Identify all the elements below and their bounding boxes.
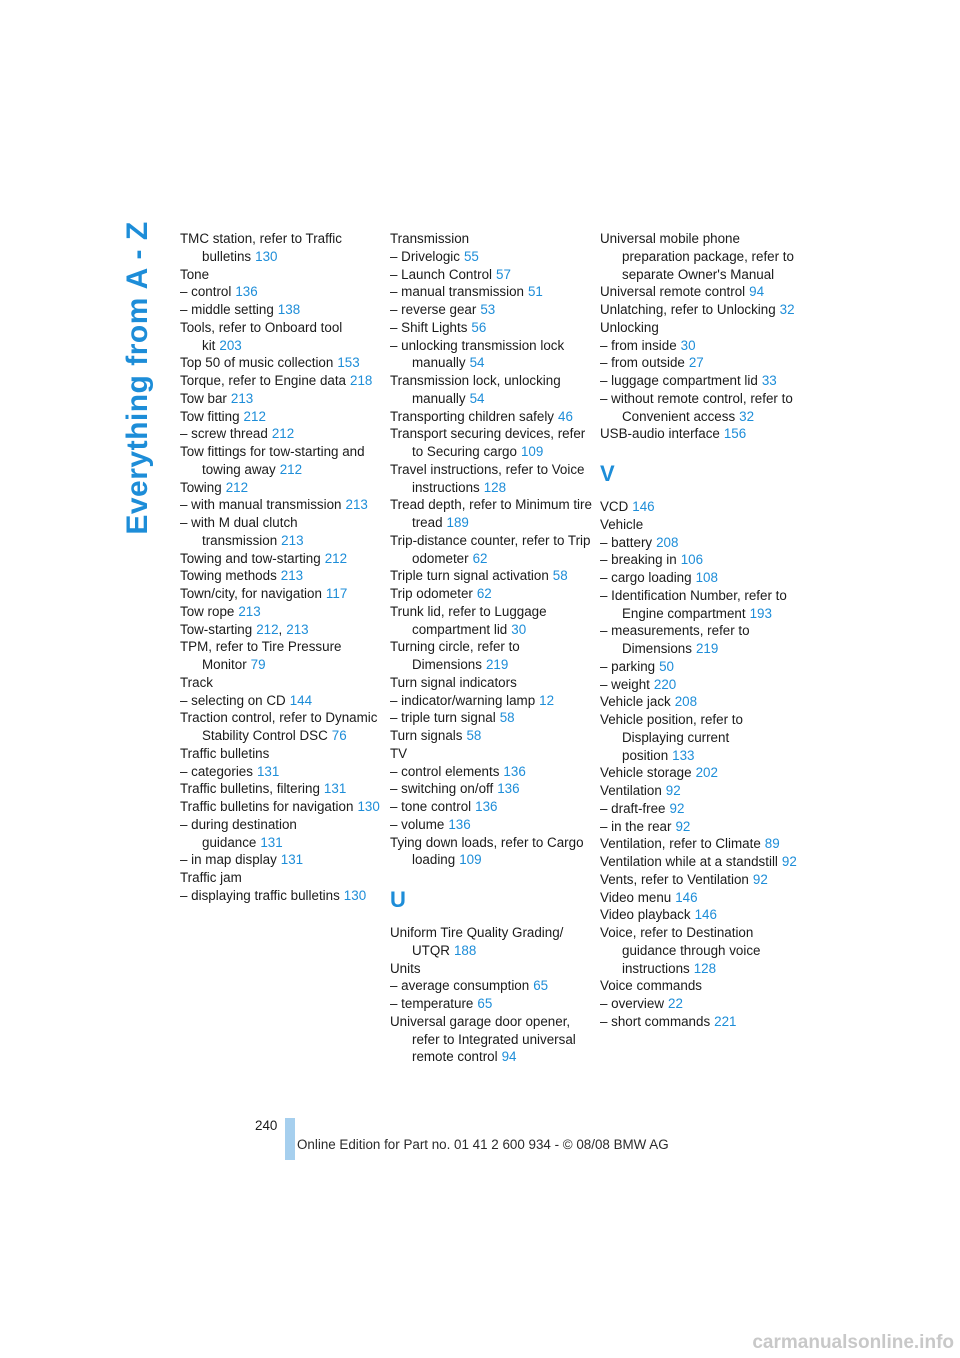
index-term: Transmission	[390, 231, 470, 246]
page-reference-link[interactable]: 92	[752, 871, 768, 887]
index-term: Ventilation while at a standstill	[600, 854, 778, 869]
index-term: – with manual transmission	[180, 497, 342, 513]
page-reference-link[interactable]: 92	[669, 800, 685, 816]
index-term: Top 50 of music collection	[180, 355, 334, 371]
index-term: Tools, refer to Onboard tool kit	[180, 319, 343, 353]
page-reference-link[interactable]: 131	[323, 781, 347, 797]
page-reference-link[interactable]: 213	[280, 568, 304, 584]
index-term: – indicator/warning lamp	[390, 692, 536, 708]
index-entry	[390, 798, 595, 816]
page-reference-link[interactable]: 56	[471, 319, 487, 335]
index-entry	[180, 301, 380, 319]
page-reference-link[interactable]: 188	[453, 942, 477, 958]
index-term: Trip odometer	[390, 586, 473, 601]
page-reference-link[interactable]: 136	[497, 781, 520, 797]
index-entry	[180, 319, 380, 355]
index-term: Video playback	[600, 907, 691, 923]
index-entry	[180, 408, 380, 426]
index-term: Tying down loads, refer to Cargo loading	[390, 834, 584, 868]
page-reference-link[interactable]: 213	[238, 603, 261, 619]
index-entry	[390, 230, 595, 248]
index-term: Traction control, refer to Dynamic Stability Control DSC	[180, 710, 378, 743]
index-term: – overview	[600, 996, 665, 1011]
index-entry	[180, 514, 380, 550]
page-reference-link[interactable]: 76	[331, 728, 347, 743]
index-term: Track	[180, 674, 213, 690]
page-reference-link[interactable]: 109	[459, 852, 482, 868]
index-entry	[600, 906, 800, 924]
page-reference-link[interactable]: 27	[688, 355, 704, 371]
index-entry	[180, 443, 380, 479]
index-entry	[180, 869, 380, 887]
index-term: Uniform Tire Quality Grading/ UTQR	[390, 925, 564, 958]
index-term: – Drivelogic	[390, 248, 460, 264]
index-entry	[600, 658, 800, 676]
index-entry	[600, 534, 800, 552]
page-reference-link[interactable]: 62	[476, 586, 492, 601]
page-reference-link[interactable]: 213	[230, 390, 254, 406]
index-entry	[180, 692, 380, 710]
index-term: – triple turn signal	[390, 710, 496, 726]
index-term: TPM, refer to Tire Pressure Monitor	[180, 639, 342, 672]
index-term: Ventilation	[600, 783, 662, 798]
watermark: carmanualsonline.info	[752, 1332, 954, 1353]
index-entry	[600, 283, 800, 301]
index-entry	[600, 711, 800, 764]
index-entry	[390, 461, 595, 497]
index-entry	[390, 709, 595, 727]
page-reference-link[interactable]: 133	[672, 747, 695, 763]
index-entry	[180, 283, 380, 301]
index-entry	[600, 230, 800, 283]
index-term: Travel instructions, refer to Voice instructions	[390, 461, 585, 495]
index-term: Traffic bulletins for navigation	[180, 799, 354, 814]
page-reference-link[interactable]: 89	[764, 836, 780, 852]
index-term: Vehicle jack	[600, 694, 671, 710]
index-column-1	[180, 230, 380, 905]
index-entry	[600, 924, 800, 977]
page-reference-link[interactable]: 62	[472, 550, 488, 566]
index-entry	[180, 674, 380, 692]
index-entry	[600, 977, 800, 995]
page-reference-link[interactable]: 130	[343, 887, 367, 903]
index-entry	[390, 425, 595, 461]
index-entry	[390, 248, 595, 266]
page-reference-link[interactable]: 22	[668, 996, 683, 1011]
page-reference-link[interactable]: 54	[469, 390, 485, 406]
page-reference-link[interactable]: 193	[749, 605, 772, 621]
page-reference-link[interactable]: 106	[680, 552, 704, 568]
index-term: Tread depth, refer to Minimum tire tread	[390, 497, 592, 530]
index-entry	[390, 763, 595, 781]
index-entry	[390, 977, 595, 995]
index-entry	[390, 585, 595, 603]
page-reference-link[interactable]: 65	[477, 996, 493, 1011]
index-entry	[600, 853, 800, 871]
page-reference-link[interactable]: 213	[286, 621, 309, 637]
page-reference-link[interactable]: 136	[503, 763, 526, 779]
index-entry	[390, 1013, 595, 1066]
page-reference-link[interactable]: 212	[324, 550, 348, 566]
index-term: Voice, refer to Destination guidance through voice instructions	[600, 925, 761, 976]
index-term: – from outside	[600, 355, 685, 371]
index-term: Traffic bulletins	[180, 745, 270, 761]
index-term: – categories	[180, 763, 253, 779]
index-column-2	[390, 230, 595, 1066]
page-reference-link[interactable]: 219	[485, 657, 509, 672]
page-reference-link[interactable]: 109	[520, 444, 544, 459]
page-number: 240	[255, 1118, 278, 1133]
page-reference-link[interactable]: 136	[235, 284, 258, 300]
page-reference-link[interactable]: 219	[695, 641, 719, 656]
index-term: Units	[390, 960, 421, 976]
index-term: Trunk lid, refer to Luggage compartment lid	[390, 603, 547, 637]
index-entry	[180, 425, 380, 443]
index-entry	[180, 851, 380, 869]
index-term: Voice commands	[600, 978, 702, 994]
index-entry	[390, 283, 595, 301]
index-term: Town/city, for navigation	[180, 586, 322, 601]
index-term: Transporting children safely	[390, 408, 554, 424]
section-letter: V	[600, 461, 615, 486]
index-entry	[600, 301, 800, 319]
index-entry	[600, 390, 800, 426]
page-reference-link[interactable]: 220	[653, 676, 677, 692]
index-entry	[390, 780, 595, 798]
index-term: TV	[390, 745, 408, 761]
page-reference-link[interactable]: 212	[225, 479, 249, 495]
index-term: – battery	[600, 534, 653, 550]
page-reference-link[interactable]: 92	[665, 783, 681, 798]
index-entry	[600, 782, 800, 800]
index-term: Turn signals	[390, 728, 463, 743]
index-entry	[180, 780, 380, 798]
index-term: Tow-starting	[180, 621, 253, 637]
index-entry	[180, 390, 380, 408]
page-reference-link[interactable]: 94	[501, 1049, 517, 1065]
index-term: Tow fitting	[180, 408, 240, 424]
index-term: TMC station, refer to Traffic bulletins	[180, 231, 342, 264]
page-reference-separator: ,	[278, 621, 283, 637]
index-term: Universal remote control	[600, 284, 746, 300]
page-reference-link[interactable]: 153	[337, 355, 360, 371]
index-term: – control elements	[390, 763, 500, 779]
page-reference-link[interactable]: 130	[255, 248, 278, 264]
page-reference-link[interactable]: 144	[289, 692, 313, 708]
index-entry	[390, 960, 595, 978]
index-term: – Launch Control	[390, 266, 492, 282]
index-term: Unlatching, refer to Unlocking	[600, 302, 776, 317]
index-term: Towing and tow-starting	[180, 550, 321, 566]
page-reference-link[interactable]: 131	[260, 834, 283, 850]
index-term: USB-audio interface	[600, 426, 720, 442]
index-term: – reverse gear	[390, 302, 477, 317]
index-term: – selecting on CD	[180, 692, 286, 708]
footer-bar	[285, 1118, 295, 1160]
index-term: Tone	[180, 266, 210, 282]
index-entry	[390, 674, 595, 692]
page-reference-link[interactable]: 212	[243, 408, 266, 424]
page-reference-link[interactable]: 138	[277, 302, 301, 317]
index-term: – screw thread	[180, 426, 268, 442]
index-entry	[180, 230, 380, 266]
index-entry	[180, 709, 380, 745]
section-letter: U	[390, 887, 406, 912]
index-entry	[600, 337, 800, 355]
index-entry	[600, 516, 800, 534]
index-term: – luggage compartment lid	[600, 373, 758, 388]
index-term: Tow fittings for tow-starting and towing away	[180, 444, 365, 477]
footer-text: Online Edition for Part no. 01 41 2 600 934 - © 08/08 BMW AG	[297, 1137, 669, 1152]
index-entry	[600, 551, 800, 569]
index-entry	[390, 372, 595, 408]
index-term: Traffic bulletins, filtering	[180, 781, 320, 797]
index-term: – parking	[600, 658, 656, 674]
index-entry	[600, 871, 800, 889]
index-entry	[390, 337, 595, 373]
page-reference-link[interactable]: 53	[480, 302, 496, 317]
index-term: Ventilation, refer to Climate	[600, 836, 761, 852]
index-entry	[600, 800, 800, 818]
index-entry	[390, 603, 595, 639]
index-entry	[600, 676, 800, 694]
index-term: – measurements, refer to Dimensions	[600, 623, 750, 656]
page-reference-link[interactable]: 208	[656, 534, 679, 550]
page-reference-link[interactable]: 212	[256, 621, 279, 637]
page-reference-link[interactable]: 51	[527, 284, 543, 300]
index-term: Turning circle, refer to Dimensions	[390, 639, 520, 672]
index-entry	[390, 692, 595, 710]
index-term: – in map display	[180, 852, 277, 868]
page-reference-link[interactable]: 46	[558, 408, 573, 424]
page-reference-link[interactable]: 212	[271, 426, 295, 442]
index-term: Tow bar	[180, 390, 227, 406]
index-entry	[180, 479, 380, 497]
page-reference-link[interactable]: 92	[675, 818, 691, 834]
index-entry	[390, 924, 595, 960]
index-term: Vehicle storage	[600, 765, 692, 781]
index-term: Trip-distance counter, refer to Trip odometer	[390, 532, 591, 566]
page-reference-link[interactable]: 30	[680, 337, 696, 353]
index-entry	[390, 995, 595, 1013]
index-entry	[390, 745, 595, 763]
index-term: – cargo loading	[600, 570, 692, 585]
index-entry	[180, 354, 380, 372]
index-entry	[390, 408, 595, 426]
index-term: – weight	[600, 676, 650, 692]
index-term: – during destination guidance	[180, 816, 297, 850]
page-reference-link[interactable]: 212	[279, 461, 303, 477]
index-term: Unlocking	[600, 319, 659, 335]
index-entry	[180, 621, 380, 639]
page-reference-link[interactable]: 32	[779, 302, 795, 317]
side-title	[118, 221, 158, 535]
index-term: Vehicle	[600, 516, 644, 532]
index-term: – displaying traffic bulletins	[180, 887, 340, 903]
index-term: Turn signal indicators	[390, 674, 517, 690]
index-term: – short commands	[600, 1013, 711, 1029]
index-term: Video menu	[600, 889, 672, 905]
index-entry	[180, 763, 380, 781]
page-reference-link[interactable]: 58	[466, 728, 482, 743]
index-term: – manual transmission	[390, 284, 524, 300]
index-entry	[390, 567, 595, 585]
side-title-text: Everything from A - Z	[121, 221, 154, 535]
index-entry	[600, 587, 800, 623]
page-reference-link[interactable]: 58	[552, 568, 568, 584]
index-term: – average consumption	[390, 978, 530, 994]
index-term: – middle setting	[180, 302, 274, 317]
page-reference-link[interactable]: 131	[256, 763, 280, 779]
page-reference-link[interactable]: 57	[496, 266, 511, 282]
index-entry	[600, 622, 800, 658]
index-term: – volume	[390, 816, 445, 832]
index-term: – in the rear	[600, 818, 672, 834]
index-entry	[600, 1013, 800, 1031]
index-entry	[600, 995, 800, 1013]
page-reference-link[interactable]: 94	[749, 284, 765, 300]
index-term: – control	[180, 284, 232, 300]
page-reference-link[interactable]: 50	[659, 658, 674, 674]
page-reference-link[interactable]: 189	[446, 515, 469, 530]
index-entry	[600, 372, 800, 390]
index-entry	[180, 266, 380, 284]
page-reference-link[interactable]: 136	[448, 816, 471, 832]
page-reference-link[interactable]: 30	[511, 621, 527, 637]
index-entry	[600, 818, 800, 836]
page-reference-link[interactable]: 55	[463, 248, 479, 264]
page-reference-link[interactable]: 128	[693, 960, 717, 976]
index-term: – switching on/off	[390, 781, 494, 797]
page-reference-link[interactable]: 12	[539, 692, 555, 708]
index-entry	[180, 585, 380, 603]
index-entry	[390, 727, 595, 745]
index-entry	[180, 567, 380, 585]
index-entry	[600, 425, 800, 443]
index-term: – from inside	[600, 337, 677, 353]
index-entry	[390, 816, 595, 834]
index-entry	[600, 498, 800, 516]
index-term: Towing	[180, 479, 222, 495]
page-reference-link[interactable]: 208	[674, 694, 698, 710]
index-term: – with M dual clutch transmission	[180, 515, 298, 548]
index-entry	[600, 693, 800, 711]
index-entry	[390, 266, 595, 284]
index-term: Torque, refer to Engine data	[180, 373, 347, 388]
index-term: Universal mobile phone preparation package, refer to separate Owner's Manual	[600, 231, 794, 282]
page-reference-link[interactable]: 156	[723, 426, 747, 442]
index-term: – unlocking transmission lock manually	[390, 337, 565, 371]
page-reference-link[interactable]: 136	[475, 799, 498, 814]
index-term: VCD	[600, 499, 629, 514]
page-reference-link[interactable]: 54	[469, 355, 485, 371]
page-reference-link[interactable]: 146	[675, 889, 698, 905]
index-term: Triple turn signal activation	[390, 568, 549, 584]
index-term: Tow rope	[180, 603, 235, 619]
page-reference-link[interactable]: 32	[739, 408, 755, 424]
page-reference-link[interactable]: 213	[345, 497, 368, 513]
index-entry	[390, 638, 595, 674]
index-entry	[600, 835, 800, 853]
page-reference-link[interactable]: 213	[281, 532, 304, 548]
index-entry	[180, 550, 380, 568]
index-entry	[390, 532, 595, 568]
page-reference-link[interactable]: 58	[499, 710, 515, 726]
index-entry	[390, 301, 595, 319]
page-reference-link[interactable]: 146	[694, 907, 717, 923]
index-term: – draft-free	[600, 800, 666, 816]
page-reference-link[interactable]: 130	[357, 799, 380, 814]
index-entry	[180, 372, 380, 390]
index-entry	[390, 319, 595, 337]
index-term: Traffic jam	[180, 870, 242, 885]
page-reference-link[interactable]: 203	[219, 337, 242, 353]
index-column-3	[600, 230, 800, 1031]
index-term: – Shift Lights	[390, 319, 468, 335]
index-term: – Identification Number, refer to Engine compartment	[600, 587, 787, 621]
index-entry	[180, 745, 380, 763]
page-reference-link[interactable]: 92	[781, 854, 797, 869]
index-entry	[180, 887, 380, 905]
index-entry	[600, 889, 800, 907]
index-term: – temperature	[390, 996, 474, 1011]
index-entry	[180, 816, 380, 852]
index-term: – without remote control, refer to Convenient access	[600, 390, 793, 424]
index-entry	[390, 496, 595, 532]
index-entry	[180, 638, 380, 674]
page-reference-link[interactable]: 79	[250, 657, 266, 672]
index-term: Transport securing devices, refer to Securing cargo	[390, 426, 586, 459]
page-reference-link[interactable]: 221	[714, 1013, 737, 1029]
page-reference-link[interactable]: 128	[483, 479, 507, 495]
index-entry	[180, 603, 380, 621]
index-term: Transmission lock, unlocking manually	[390, 373, 561, 406]
index-entry	[600, 764, 800, 782]
page-reference-link[interactable]: 218	[350, 373, 373, 388]
page-reference-link[interactable]: 108	[695, 570, 718, 585]
index-term: Vents, refer to Ventilation	[600, 871, 749, 887]
index-entry	[180, 496, 380, 514]
index-entry	[600, 354, 800, 372]
index-term: Universal garage door opener, refer to Integrated universal remote control	[390, 1013, 576, 1065]
page-reference-link[interactable]: 146	[632, 499, 655, 514]
page-reference-link[interactable]: 131	[280, 852, 304, 868]
index-term: – tone control	[390, 799, 472, 814]
page-reference-link[interactable]: 65	[533, 978, 549, 994]
index-term: Towing methods	[180, 568, 277, 584]
index-entry	[600, 319, 800, 337]
page-reference-link[interactable]: 202	[695, 765, 718, 781]
index-entry	[180, 798, 380, 816]
index-term: Vehicle position, refer to Displaying current position	[600, 712, 743, 763]
page-reference-link[interactable]: 33	[761, 373, 777, 388]
page-reference-link[interactable]: 117	[325, 586, 348, 601]
index-entry	[600, 569, 800, 587]
index-entry	[390, 834, 595, 870]
index-term: – breaking in	[600, 552, 677, 568]
